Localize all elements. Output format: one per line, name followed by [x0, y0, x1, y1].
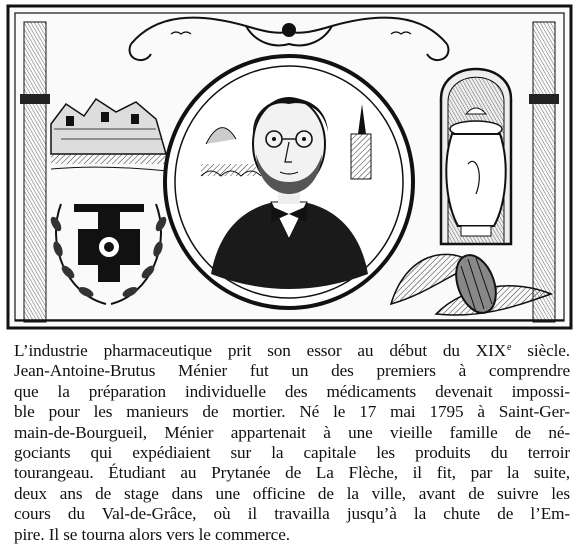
portrait-medallion — [165, 56, 413, 308]
apothecary-jar-niche — [441, 69, 511, 244]
caption-line: L’industrie pharmaceutique prit son essor au début du XIXe siècle. — [14, 341, 570, 360]
caption-line: cours du Val-de-Grâce, où il travailla jusqu’à la chute de l’Em- — [14, 504, 570, 524]
caption-line: que la préparation individuelle des médicaments devenait impossi- — [14, 381, 570, 401]
caption-line: Jean-Antoine-Brutus Ménier fut un des premiers à comprendre — [14, 361, 570, 381]
caption-line: pire. Il se tourna alors vers le commerce. — [14, 524, 290, 544]
caption-line: main-de-Bourgueil, Ménier appartenait à une vieille famille de né- — [14, 422, 570, 442]
engraving-illustration — [6, 4, 573, 330]
caption-line: ble pour les manieurs de mortier. Né le 17 mai 1795 à Saint-Ger- — [14, 402, 570, 422]
caption-line: gociants qui expédiaient sur la capitale les produits du terroir — [14, 443, 570, 463]
caption-paragraph — [14, 338, 570, 545]
caption-line: tourangeau. Étudiant au Prytanée de La Flèche, il fit, par la suite, — [14, 463, 570, 483]
caption-line: deux ans de stage dans une officine de la ville, avant de suivre les — [14, 483, 570, 503]
right-column — [529, 22, 559, 322]
left-column — [20, 22, 50, 322]
